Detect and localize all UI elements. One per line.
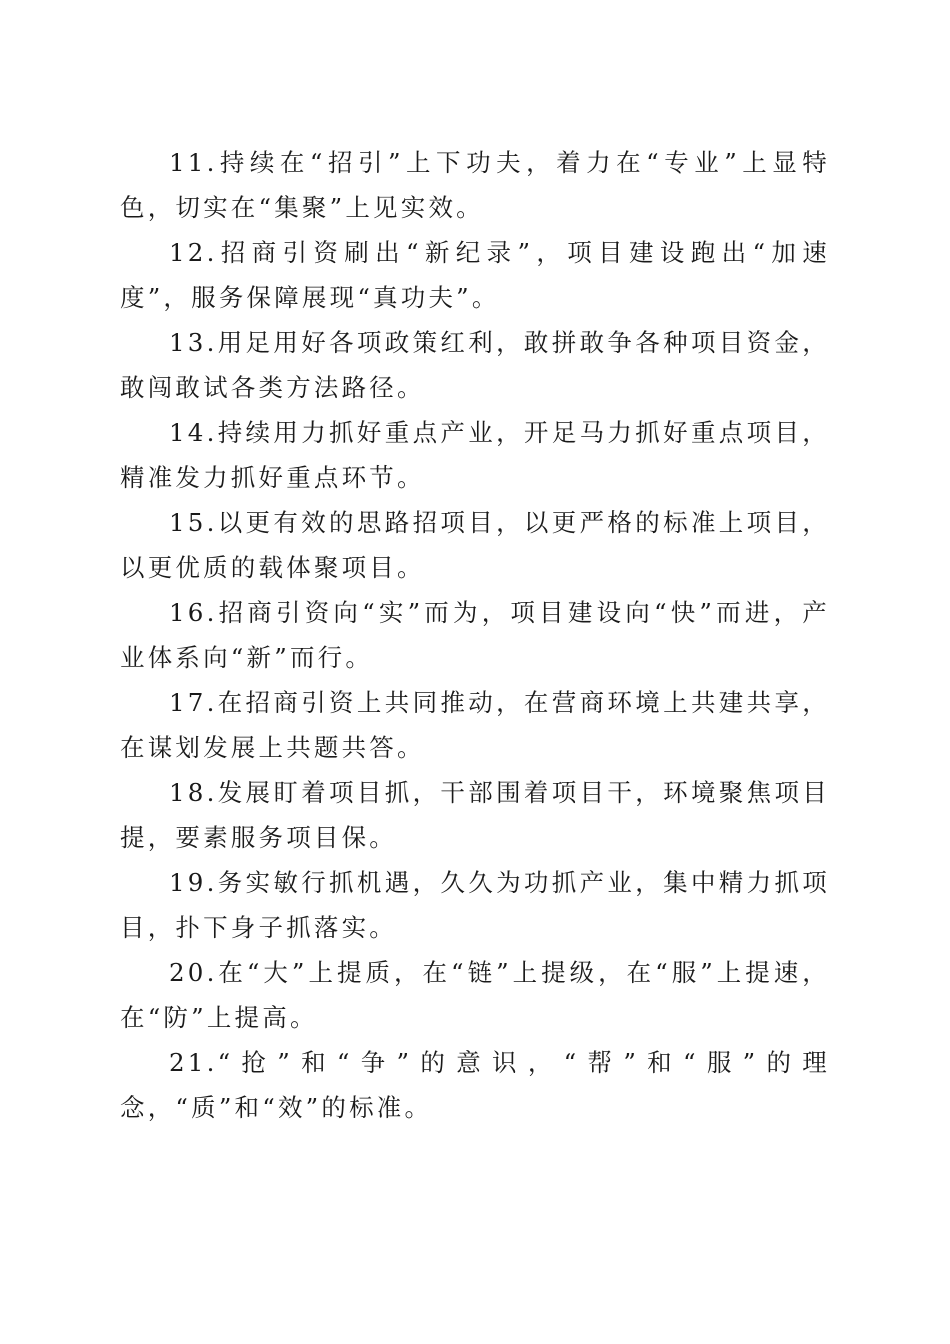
paragraph-18: 18.发展盯着项目抓，干部围着项目干，环境聚焦项目提，要素服务项目保。 xyxy=(120,778,830,852)
paragraph-17: 17.在招商引资上共同推动，在营商环境上共建共享，在谋划发展上共题共答。 xyxy=(120,688,830,762)
paragraph-15: 15.以更有效的思路招项目，以更严格的标准上项目，以更优质的载体聚项目。 xyxy=(120,508,830,582)
paragraph-19: 19.务实敏行抓机遇，久久为功抓产业，集中精力抓项目，扑下身子抓落实。 xyxy=(120,868,830,942)
paragraph-11: 11.持续在“招引”上下功夫，着力在“专业”上显特色，切实在“集聚”上见实效。 xyxy=(120,148,830,222)
document-body xyxy=(120,140,830,1130)
paragraph-12: 12.招商引资刷出“新纪录”，项目建设跑出“加速度”，服务保障展现“真功夫”。 xyxy=(120,238,830,312)
paragraph-20: 20.在“大”上提质，在“链”上提级，在“服”上提速，在“防”上提高。 xyxy=(120,958,830,1032)
paragraph-13: 13.用足用好各项政策红利，敢拼敢争各种项目资金，敢闯敢试各类方法路径。 xyxy=(120,328,830,402)
paragraph-14: 14.持续用力抓好重点产业，开足马力抓好重点项目，精准发力抓好重点环节。 xyxy=(120,418,830,492)
paragraph-16: 16.招商引资向“实”而为，项目建设向“快”而进，产业体系向“新”而行。 xyxy=(120,598,830,672)
paragraph-21: 21.“抢”和“争”的意识，“帮”和“服”的理念，“质”和“效”的标准。 xyxy=(120,1048,830,1122)
